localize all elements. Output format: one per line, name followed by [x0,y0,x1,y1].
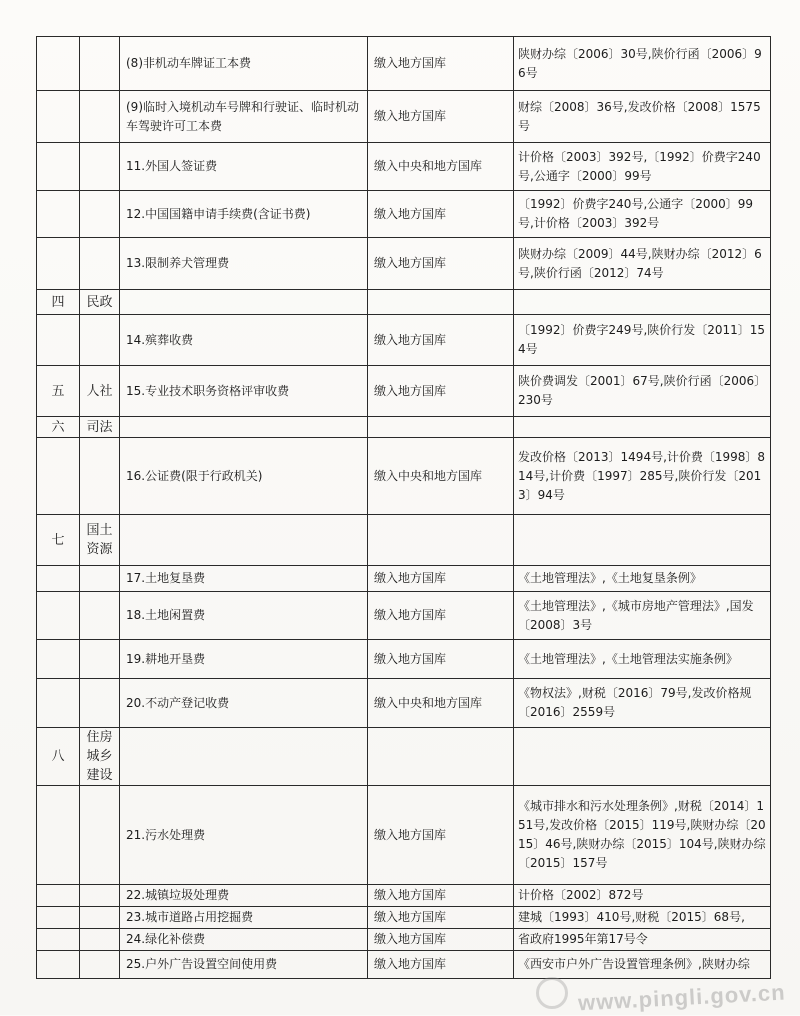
row-number-cell [37,37,80,91]
department-cell [80,929,120,951]
department-cell [80,91,120,143]
fee-name-cell: 13.限制养犬管理费 [120,238,368,290]
table-row [37,566,771,592]
table-row [37,951,771,979]
treasury-cell: 缴入中央和地方国库 [368,143,514,191]
fee-name-cell: 20.不动产登记收费 [120,679,368,728]
treasury-cell [368,728,514,786]
fee-name-cell: 24.绿化补偿费 [120,929,368,951]
row-number-cell [37,786,80,885]
legal-basis-cell: 建城〔1993〕410号,财税〔2015〕68号, [514,907,771,929]
table-row [37,885,771,907]
fee-name-cell [120,417,368,438]
department-cell: 司法 [80,417,120,438]
row-number-cell [37,592,80,640]
row-number-cell [37,640,80,679]
fee-name-cell: 22.城镇垃圾处理费 [120,885,368,907]
legal-basis-cell: 《土地管理法》,《土地管理法实施条例》 [514,640,771,679]
fee-name-cell: 19.耕地开垦费 [120,640,368,679]
table-row [37,417,771,438]
legal-basis-cell: 《土地管理法》,《土地复垦条例》 [514,566,771,592]
fee-name-cell: 23.城市道路占用挖掘费 [120,907,368,929]
fee-name-cell: 11.外国人签证费 [120,143,368,191]
treasury-cell: 缴入地方国库 [368,238,514,290]
legal-basis-cell [514,417,771,438]
fee-name-cell [120,728,368,786]
treasury-cell [368,515,514,566]
row-number-cell [37,315,80,366]
legal-basis-cell [514,515,771,566]
row-number-cell: 六 [37,417,80,438]
watermark-logo-icon [536,977,568,1009]
treasury-cell: 缴入地方国库 [368,907,514,929]
table-row [37,515,771,566]
watermark: www.pingli.gov.cn [577,979,787,1016]
fee-name-cell [120,290,368,315]
table-row [37,91,771,143]
treasury-cell: 缴入地方国库 [368,640,514,679]
department-cell [80,143,120,191]
department-cell: 住房城乡建设 [80,728,120,786]
fee-name-cell: 21.污水处理费 [120,786,368,885]
department-cell [80,907,120,929]
treasury-cell: 缴入地方国库 [368,91,514,143]
fee-table [36,36,771,979]
treasury-cell: 缴入地方国库 [368,191,514,238]
department-cell: 人社 [80,366,120,417]
legal-basis-cell: 陕价费调发〔2001〕67号,陕价行函〔2006〕230号 [514,366,771,417]
legal-basis-cell: 〔1992〕价费字240号,公通字〔2000〕99号,计价格〔2003〕392号 [514,191,771,238]
fee-name-cell: 12.中国国籍申请手续费(含证书费) [120,191,368,238]
department-cell [80,951,120,979]
table-row [37,315,771,366]
legal-basis-cell: 计价格〔2003〕392号,〔1992〕价费字240号,公通字〔2000〕99号 [514,143,771,191]
department-cell [80,238,120,290]
row-number-cell [37,91,80,143]
fee-name-cell: (9)临时入境机动车号牌和行驶证、临时机动车驾驶许可工本费 [120,91,368,143]
treasury-cell: 缴入地方国库 [368,566,514,592]
legal-basis-cell: 〔1992〕价费字249号,陕价行发〔2011〕154号 [514,315,771,366]
row-number-cell [37,238,80,290]
treasury-cell: 缴入地方国库 [368,951,514,979]
table-row [37,929,771,951]
department-cell [80,679,120,728]
department-cell [80,315,120,366]
row-number-cell: 四 [37,290,80,315]
legal-basis-cell: 陕财办综〔2009〕44号,陕财办综〔2012〕6号,陕价行函〔2012〕74号 [514,238,771,290]
department-cell [80,640,120,679]
row-number-cell [37,679,80,728]
department-cell [80,885,120,907]
table-row [37,640,771,679]
legal-basis-cell: 发改价格〔2013〕1494号,计价费〔1998〕814号,计价费〔1997〕285号,陕价行发〔2013〕94号 [514,438,771,515]
treasury-cell: 缴入地方国库 [368,315,514,366]
legal-basis-cell: 财综〔2008〕36号,发改价格〔2008〕1575号 [514,91,771,143]
treasury-cell: 缴入地方国库 [368,592,514,640]
table-row [37,290,771,315]
department-cell [80,592,120,640]
department-cell [80,191,120,238]
fee-name-cell [120,515,368,566]
row-number-cell: 八 [37,728,80,786]
treasury-cell: 缴入地方国库 [368,885,514,907]
table-row [37,438,771,515]
treasury-cell: 缴入地方国库 [368,786,514,885]
department-cell [80,438,120,515]
department-cell [80,37,120,91]
fee-table-body [37,37,771,979]
fee-name-cell: 15.专业技术职务资格评审收费 [120,366,368,417]
table-row [37,37,771,91]
department-cell: 国土资源 [80,515,120,566]
row-number-cell [37,566,80,592]
row-number-cell [37,143,80,191]
department-cell [80,566,120,592]
treasury-cell: 缴入中央和地方国库 [368,679,514,728]
row-number-cell [37,191,80,238]
legal-basis-cell: 《城市排水和污水处理条例》,财税〔2014〕151号,发改价格〔2015〕119号,陕财办综〔2015〕46号,陕财办综〔2015〕104号,陕财办综〔2015〕157号 [514,786,771,885]
row-number-cell [37,907,80,929]
table-row [37,592,771,640]
fee-name-cell: 14.殡葬收费 [120,315,368,366]
treasury-cell [368,417,514,438]
treasury-cell: 缴入中央和地方国库 [368,438,514,515]
legal-basis-cell: 《物权法》,财税〔2016〕79号,发改价格规〔2016〕2559号 [514,679,771,728]
department-cell [80,786,120,885]
row-number-cell: 五 [37,366,80,417]
legal-basis-cell: 计价格〔2002〕872号 [514,885,771,907]
legal-basis-cell: 省政府1995年第17号令 [514,929,771,951]
legal-basis-cell: 《西安市户外广告设置管理条例》,陕财办综 [514,951,771,979]
treasury-cell: 缴入地方国库 [368,929,514,951]
treasury-cell: 缴入地方国库 [368,366,514,417]
row-number-cell [37,951,80,979]
table-row [37,366,771,417]
table-row [37,238,771,290]
legal-basis-cell: 陕财办综〔2006〕30号,陕价行函〔2006〕96号 [514,37,771,91]
row-number-cell [37,885,80,907]
treasury-cell [368,290,514,315]
legal-basis-cell [514,290,771,315]
fee-name-cell: 17.土地复垦费 [120,566,368,592]
table-row [37,907,771,929]
department-cell: 民政 [80,290,120,315]
fee-name-cell: 18.土地闲置费 [120,592,368,640]
row-number-cell [37,438,80,515]
row-number-cell: 七 [37,515,80,566]
legal-basis-cell [514,728,771,786]
table-row [37,728,771,786]
fee-name-cell: 25.户外广告设置空间使用费 [120,951,368,979]
fee-name-cell: 16.公证费(限于行政机关) [120,438,368,515]
fee-name-cell: (8)非机动车牌证工本费 [120,37,368,91]
table-row [37,786,771,885]
legal-basis-cell: 《土地管理法》,《城市房地产管理法》,国发〔2008〕3号 [514,592,771,640]
row-number-cell [37,929,80,951]
table-row [37,143,771,191]
table-row [37,191,771,238]
treasury-cell: 缴入地方国库 [368,37,514,91]
table-row [37,679,771,728]
